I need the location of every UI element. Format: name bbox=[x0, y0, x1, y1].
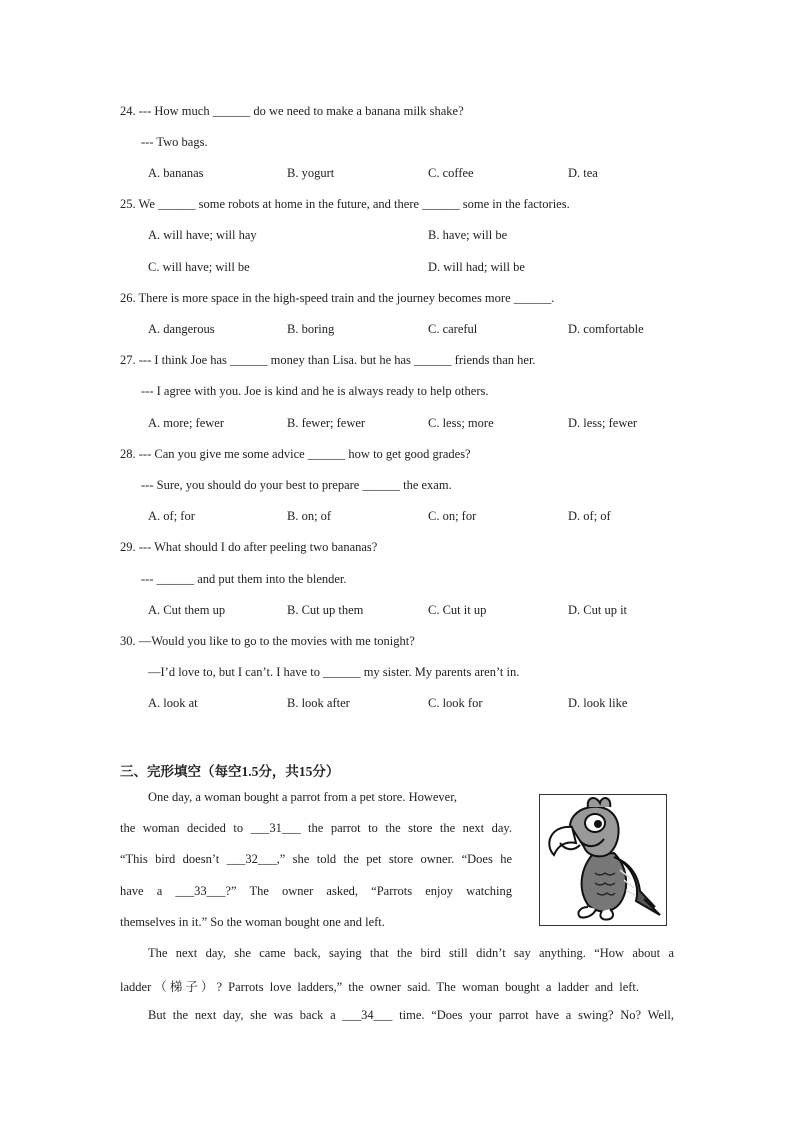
passage-line-8: But the next day, she was back a ___34___ time. “Does your parrot have a swing? No? Well, bbox=[148, 1008, 674, 1022]
passage-line-4: have a ___33___?” The owner asked, “Parrots enjoy watching bbox=[120, 884, 512, 898]
question-25-option-c: C. will have; will be bbox=[148, 260, 250, 274]
question-30-option-d: D. look like bbox=[568, 696, 628, 710]
passage-line-6: The next day, she came back, saying that the bird still didn’t say anything. “How about a bbox=[148, 946, 674, 960]
question-30-option-c: C. look for bbox=[428, 696, 483, 710]
passage-line-5: themselves in it.” So the woman bought one and left. bbox=[120, 915, 385, 929]
question-28-option-c: C. on; for bbox=[428, 509, 477, 523]
question-27-option-c: C. less; more bbox=[428, 416, 494, 430]
passage-line-7: ladder（梯子）? Parrots love ladders,” the owner said. The woman bought a ladder and left. bbox=[120, 980, 639, 994]
parrot-cartoon-icon bbox=[540, 795, 665, 924]
question-27-option-a: A. more; fewer bbox=[148, 416, 225, 430]
question-27-option-d: D. less; fewer bbox=[568, 416, 638, 430]
question-25-prompt: 25. We ______ some robots at home in the future, and there ______ some in the factories. bbox=[120, 197, 570, 211]
question-24-prompt: 24. --- How much ______ do we need to make a banana milk shake? bbox=[120, 104, 464, 118]
question-29-option-b: B. Cut up them bbox=[287, 603, 364, 617]
parrot-illustration bbox=[539, 794, 667, 926]
question-28-answer-line: --- Sure, you should do your best to prepare ______ the exam. bbox=[141, 478, 452, 492]
question-27-option-b: B. fewer; fewer bbox=[287, 416, 366, 430]
question-26-option-b: B. boring bbox=[287, 322, 335, 336]
question-25-option-b: B. have; will be bbox=[428, 228, 508, 242]
question-27-prompt: 27. --- I think Joe has ______ money than Lisa. but he has ______ friends than her. bbox=[120, 353, 536, 367]
question-28-option-d: D. of; of bbox=[568, 509, 611, 523]
passage-line-1: One day, a woman bought a parrot from a pet store. However, bbox=[148, 790, 458, 804]
question-29-prompt: 29. --- What should I do after peeling two bananas? bbox=[120, 540, 378, 554]
question-30-answer-line: —I’d love to, but I can’t. I have to ______ my sister. My parents aren’t in. bbox=[148, 665, 520, 679]
question-28-prompt: 28. --- Can you give me some advice ______ how to get good grades? bbox=[120, 447, 471, 461]
question-26-option-a: A. dangerous bbox=[148, 322, 215, 336]
question-30-prompt: 30. —Would you like to go to the movies with me tonight? bbox=[120, 634, 415, 648]
question-29-option-c: C. Cut it up bbox=[428, 603, 487, 617]
question-29-answer-line: --- ______ and put them into the blender. bbox=[141, 572, 347, 586]
question-27-answer-line: --- I agree with you. Joe is kind and he is always ready to help others. bbox=[141, 384, 489, 398]
question-24-option-a: A. bananas bbox=[148, 166, 204, 180]
question-26-prompt: 26. There is more space in the high-speed train and the journey becomes more ______. bbox=[120, 291, 555, 305]
section-heading-cloze: 三、完形填空（每空1.5分，共15分） bbox=[120, 764, 340, 779]
question-29-option-d: D. Cut up it bbox=[568, 603, 628, 617]
passage-line-2: the woman decided to ___31___ the parrot to the store the next day. bbox=[120, 821, 512, 835]
question-28-option-b: B. on; of bbox=[287, 509, 332, 523]
question-26-option-d: D. comfortable bbox=[568, 322, 644, 336]
question-24-answer-line: --- Two bags. bbox=[141, 135, 208, 149]
question-30-option-b: B. look after bbox=[287, 696, 350, 710]
question-24-option-c: C. coffee bbox=[428, 166, 474, 180]
question-24-option-d: D. tea bbox=[568, 166, 598, 180]
question-26-option-c: C. careful bbox=[428, 322, 478, 336]
question-24-option-b: B. yogurt bbox=[287, 166, 335, 180]
question-25-option-a: A. will have; will hay bbox=[148, 228, 257, 242]
question-29-option-a: A. Cut them up bbox=[148, 603, 226, 617]
question-30-option-a: A. look at bbox=[148, 696, 198, 710]
question-25-option-d: D. will had; will be bbox=[428, 260, 525, 274]
question-28-option-a: A. of; for bbox=[148, 509, 195, 523]
passage-line-3: “This bird doesn’t ___32___,” she told the pet store owner. “Does he bbox=[120, 852, 512, 866]
